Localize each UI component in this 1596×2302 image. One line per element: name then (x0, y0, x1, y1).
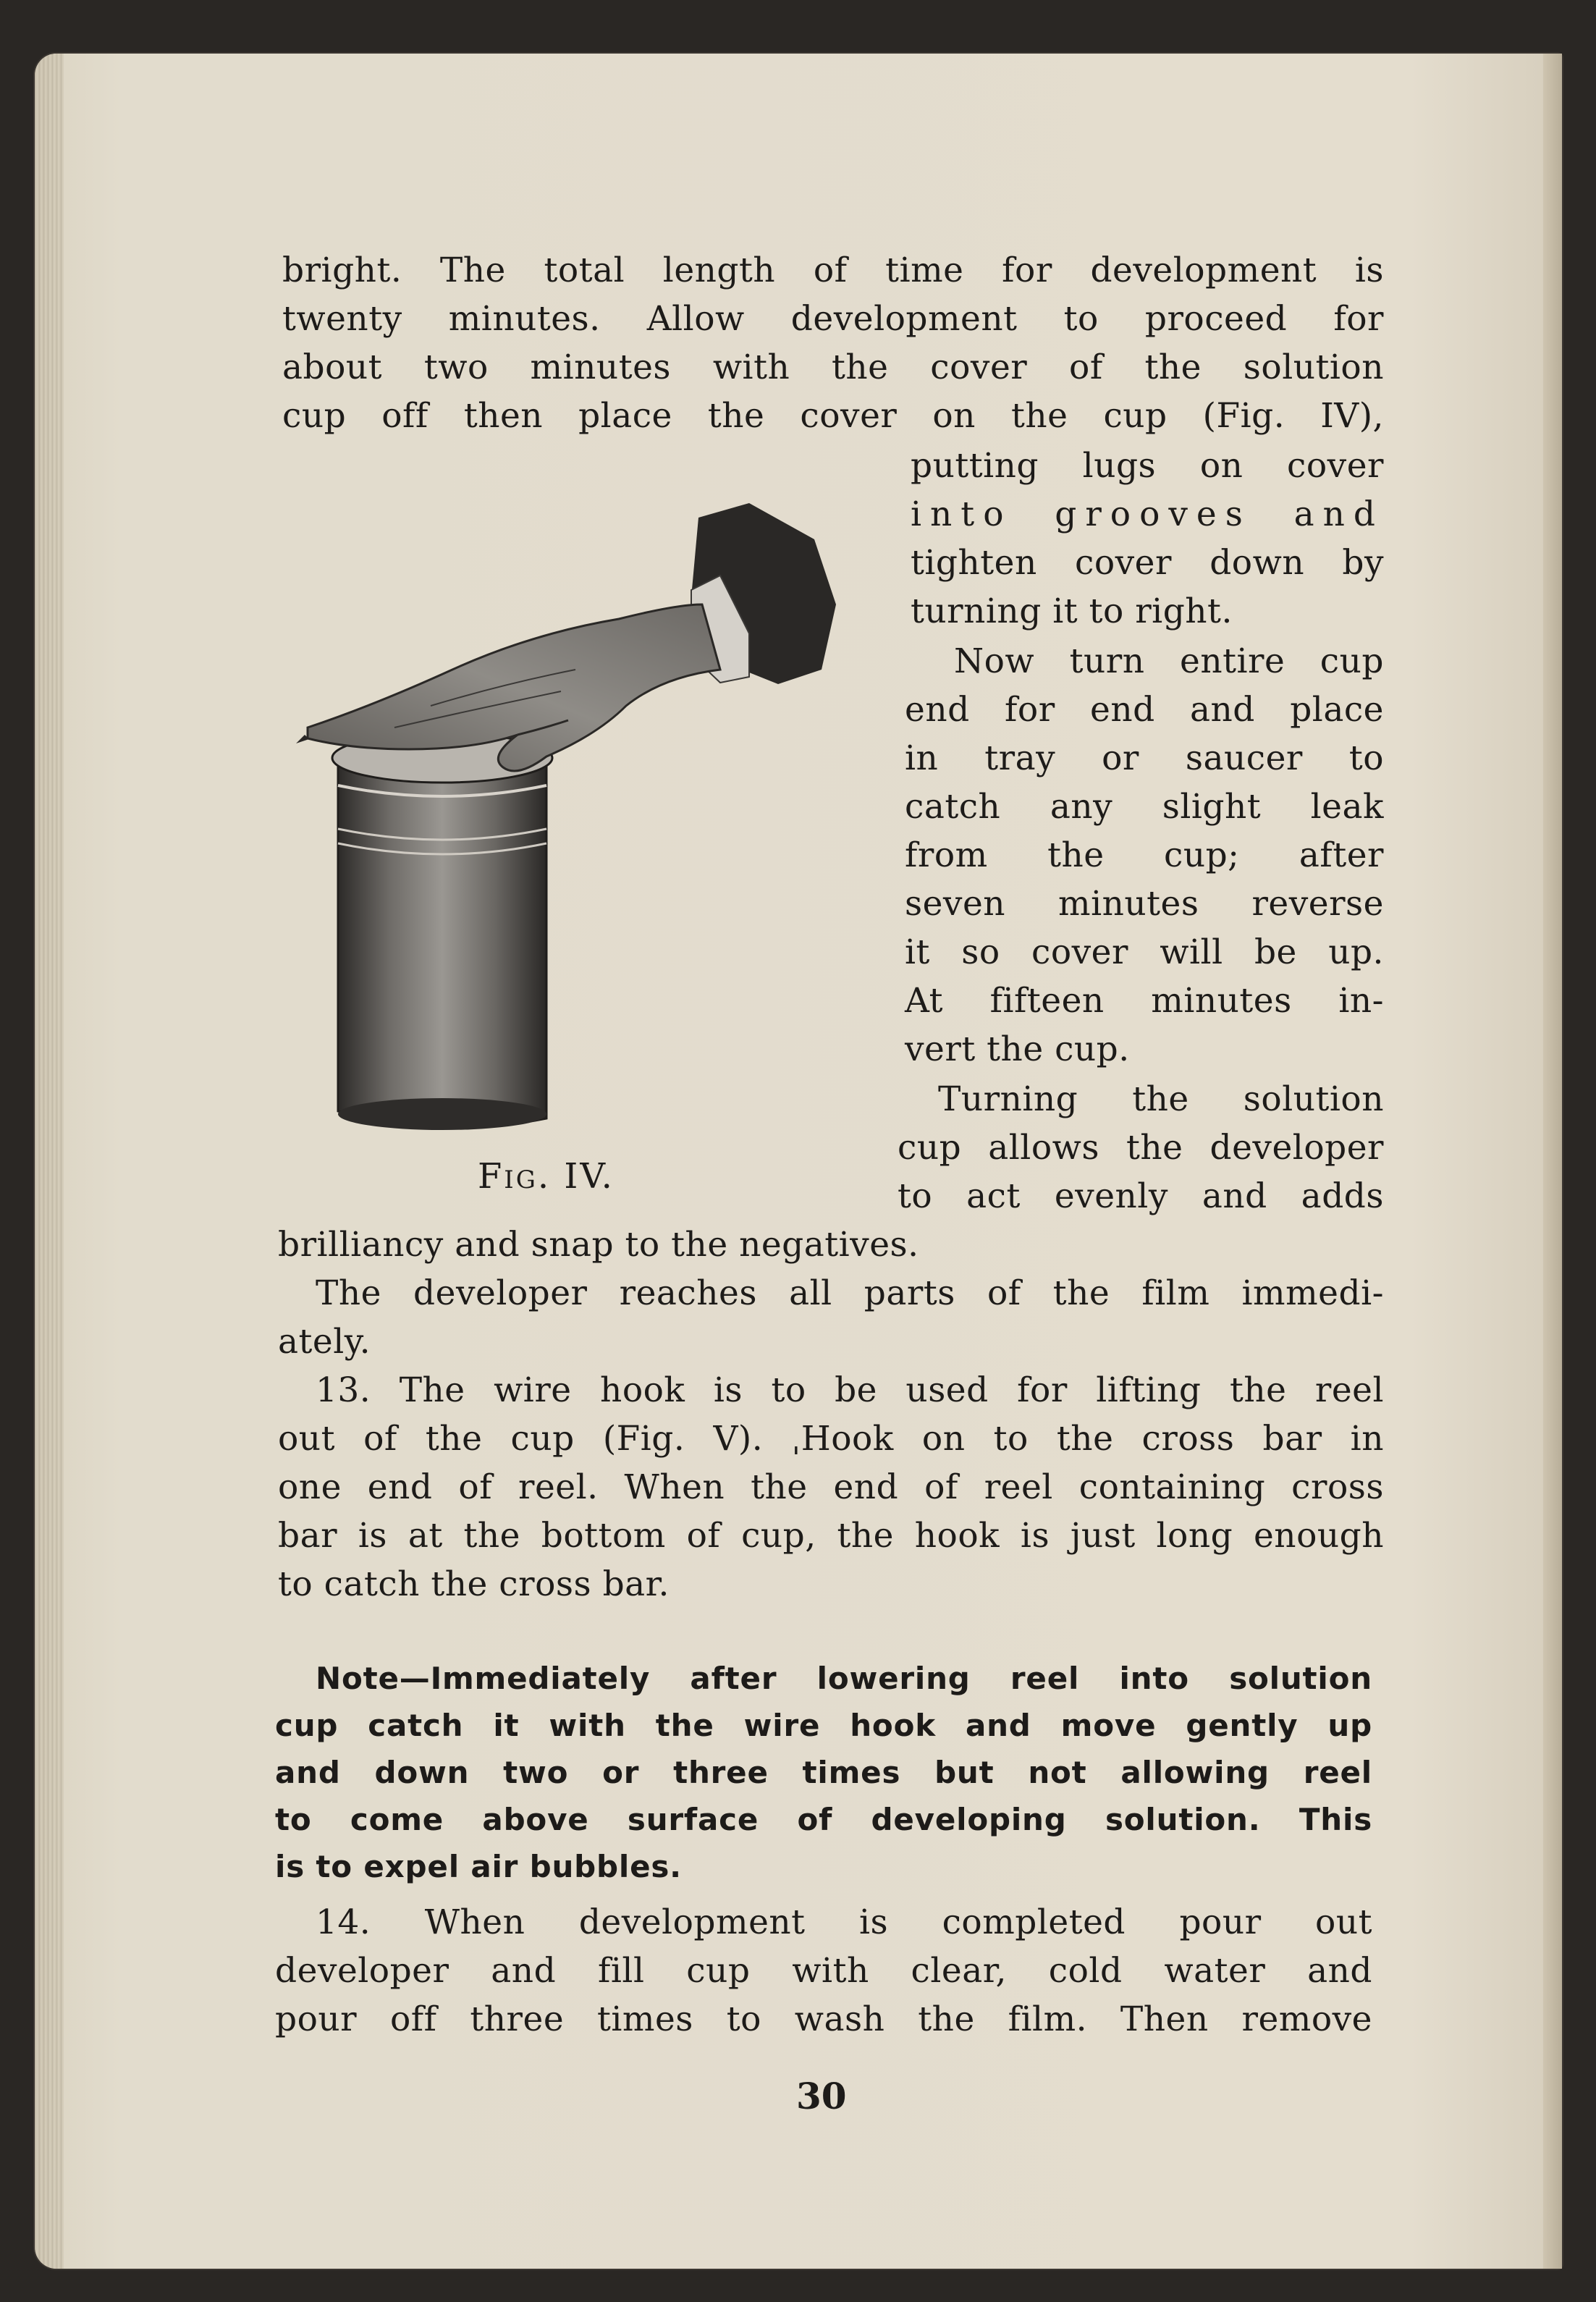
figure-iv-illustration (286, 489, 894, 1140)
text-line: cup off then place the cover on the cup (Fig. IV), (282, 396, 1384, 436)
page-edges (35, 54, 64, 2269)
text-line: catch any slight leak (905, 787, 1384, 827)
text-line: cup allows the developer (898, 1128, 1384, 1168)
text-line: end for end and place (905, 690, 1384, 730)
figure-caption: Fig. IV. (478, 1156, 615, 1197)
note-line: and down two or three times but not allowing reel (275, 1755, 1372, 1790)
text-line: tighten cover down by (911, 543, 1384, 583)
text-line: The developer reaches all parts of the film immedi- (316, 1273, 1384, 1313)
text-line: in tray or saucer to (905, 738, 1384, 778)
note-line: to come above surface of developing solution. This (275, 1802, 1372, 1837)
text-line: pour off three times to wash the film. Then remove (275, 1999, 1372, 2039)
text-line: it so cover will be up. (905, 932, 1384, 972)
note-line: Note—Immediately after lowering reel into solution (316, 1661, 1372, 1696)
text-line: one end of reel. When the end of reel containing cross (278, 1467, 1384, 1507)
text-line: seven minutes reverse (905, 884, 1384, 924)
text-line: turning it to right. (911, 591, 1233, 631)
text-line: from the cup; after (905, 835, 1384, 875)
book-gutter (1543, 54, 1562, 2269)
text-line: Turning the solution (938, 1079, 1384, 1119)
text-line: to act evenly and adds (898, 1176, 1384, 1216)
text-line: bar is at the bottom of cup, the hook is just long enough (278, 1516, 1384, 1556)
text-line: At fifteen minutes in- (905, 981, 1384, 1021)
text-line: ately. (278, 1322, 371, 1362)
note-line: is to expel air bubbles. (275, 1849, 682, 1884)
text-line: 14. When development is completed pour out (316, 1902, 1372, 1942)
text-line: developer and fill cup with clear, cold water and (275, 1951, 1372, 1991)
text-line: twenty minutes. Allow development to proceed for (282, 299, 1384, 339)
text-line: brilliancy and snap to the negatives. (278, 1225, 919, 1265)
text-line: vert the cup. (905, 1029, 1130, 1069)
text-line: Now turn entire cup (954, 641, 1384, 681)
text-line: putting lugs on cover (911, 446, 1384, 486)
text-line: about two minutes with the cover of the solution (282, 347, 1384, 387)
text-line: to catch the cross bar. (278, 1564, 670, 1604)
text-line: into grooves and (911, 494, 1384, 534)
page-number: 30 (796, 2075, 847, 2117)
text-line: bright. The total length of time for development is (282, 250, 1384, 290)
text-line: 13. The wire hook is to be used for lifting the reel (316, 1370, 1384, 1410)
note-line: cup catch it with the wire hook and move gently up (275, 1708, 1372, 1743)
text-line: out of the cup (Fig. V). ˌHook on to the cross bar in (278, 1419, 1384, 1459)
